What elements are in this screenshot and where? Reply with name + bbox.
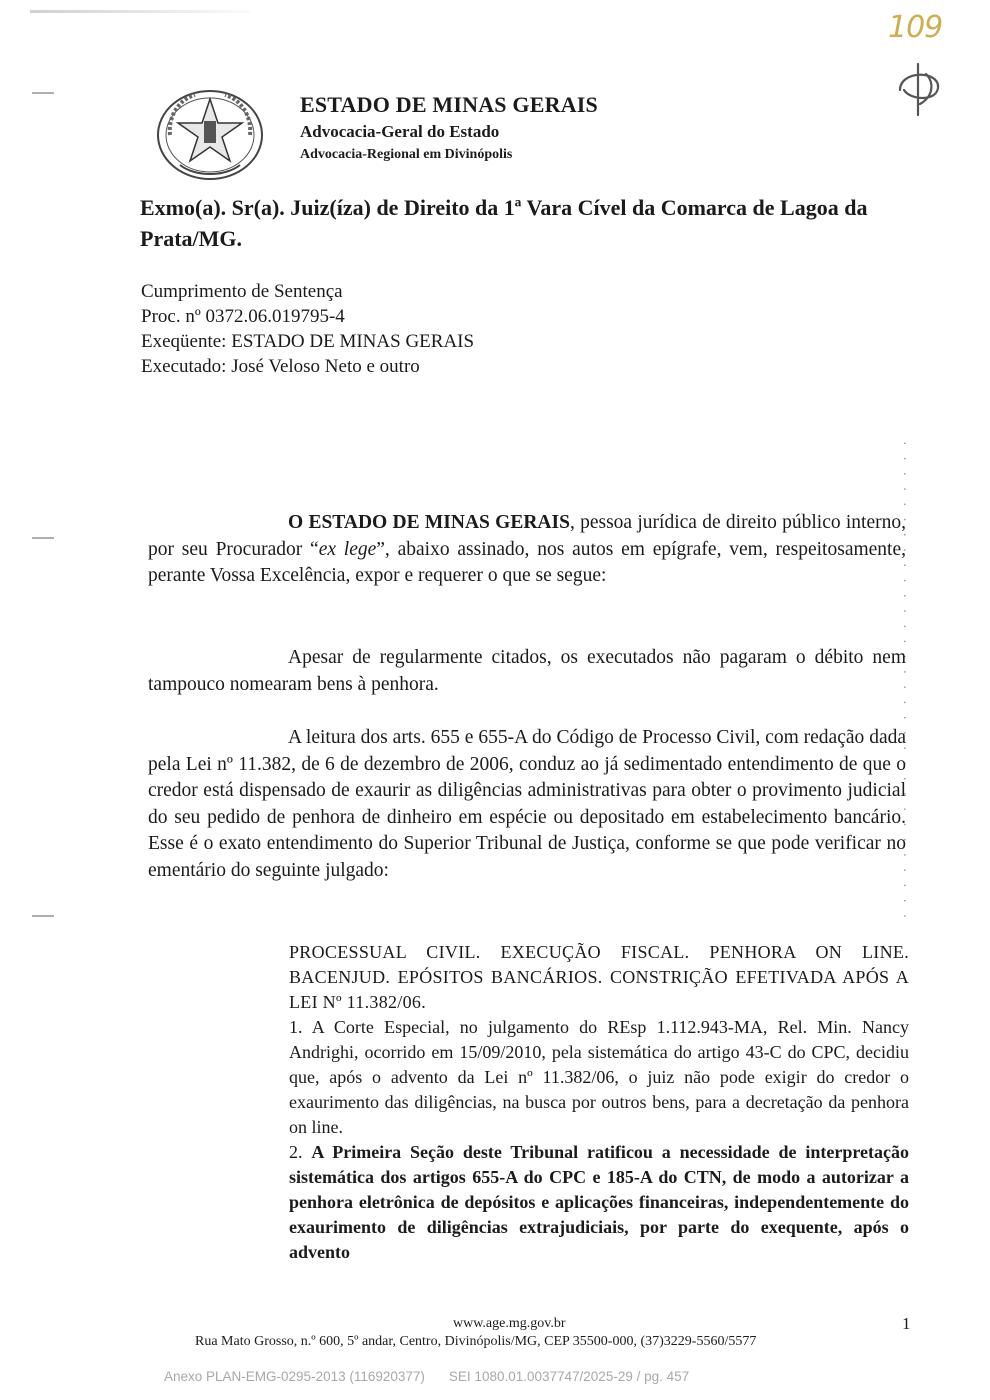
case-number: Proc. nº 0372.06.019795-4 <box>141 306 345 327</box>
letterhead-state: ESTADO DE MINAS GERAIS <box>300 92 598 117</box>
case-plaintiff: Exeqüente: ESTADO DE MINAS GERAIS <box>141 331 475 352</box>
handwritten-page-number: 109 <box>888 10 943 45</box>
case-defendant: Executado: José Veloso Neto e outro <box>141 356 420 377</box>
scan-mark <box>32 915 54 917</box>
scan-mark <box>32 537 54 539</box>
quote-item-2: 2. A Primeira Seção deste Tribunal ratificou a necessidade de interpretação sistemática dos artigos 655-A do CPC e 185-A do CTN, de modo a autorizar a penhora eletrônica de depósitos e aplicações financeiras, independentemente do exaurimento de diligências extrajudiciais, por parte do exequente, após o advento <box>289 1142 910 1262</box>
case-type: Cumprimento de Sentença <box>141 281 343 302</box>
state-seal-icon <box>150 85 270 185</box>
footer-address: Rua Mato Grosso, n.º 600, 5º andar, Centro, Divinópolis/MG, CEP 35500-000, (37)3229-5560/5577 <box>195 1334 757 1349</box>
annex-stamp <box>164 1369 689 1384</box>
page-number: 1 <box>902 1314 911 1333</box>
handwritten-initials-icon <box>890 60 950 120</box>
scan-mark <box>32 92 54 94</box>
footer-url: www.age.mg.gov.br <box>453 1316 566 1331</box>
jurisprudence-quote <box>289 940 909 1265</box>
letterhead <box>300 92 598 163</box>
side-stamp: · · · · · · · · · · · · · · · · · · · · · · · · · · · · · · · · <box>898 440 911 921</box>
annex-reference: Anexo PLAN-EMG-0295-2013 (116920377) <box>164 1369 425 1384</box>
scan-artifact-top <box>30 10 250 13</box>
sei-reference: SEI 1080.01.0037747/2025-29 / pg. 457 <box>448 1369 690 1384</box>
quote-item-1: 1. A Corte Especial, no julgamento do REsp 1.112.943-MA, Rel. Min. Nancy Andrighi, ocorrido em 15/09/2010, pela sistemática do artigo 43-C do CPC, decidiu que, após o advento da Lei nº 11.382/06, o juiz não pode exigir do credor o exaurimento das diligências, na busca por outros bens, para a decretação da penhora on line. <box>289 1017 909 1137</box>
case-info <box>141 279 474 379</box>
letterhead-agency: Advocacia-Geral do Estado <box>300 122 500 141</box>
paragraph-legal-basis: A leitura dos arts. 655 e 655-A do Código de Processo Civil, com redação dada pela Lei nº 11.382, de 6 de dezembro de 2006, conduz ao já sedimentado entendimento de que o credor está dispensado de exaurir as diligências administrativas para obter o provimento judicial do seu pedido de penhora de dinheiro em espécie ou depositado em estabelecimento bancário. Esse é o exato entendimento do Superior Tribunal de Justiça, conforme se que pode verificar no ementário do seguinte julgado: <box>148 727 906 881</box>
quote-heading: PROCESSUAL CIVIL. EXECUÇÃO FISCAL. PENHORA ON LINE. BACENJUD. EPÓSITOS BANCÁRIOS. CONSTRIÇÃO EFETIVADA APÓS A LEI Nº 11.382/06. <box>289 942 909 1012</box>
paragraph-citation: Apesar de regularmente citados, os executados não pagaram o débito nem tampouco nomearam bens à penhora. <box>148 647 906 695</box>
addressee: Exmo(a). Sr(a). Juiz(íza) de Direito da 1ª Vara Cível da Comarca de Lagoa da Prata/MG. <box>140 195 868 251</box>
letterhead-regional: Advocacia-Regional em Divinópolis <box>300 147 513 162</box>
paragraph-intro: O ESTADO DE MINAS GERAIS, pessoa jurídica de direito público interno, por seu Procurador “ex lege”, abaixo assinado, nos autos em epígrafe, vem, respeitosamente, perante Vossa Excelência, expor e requerer o que se segue: <box>148 512 906 587</box>
party-name: O ESTADO DE MINAS GERAIS <box>288 512 570 533</box>
